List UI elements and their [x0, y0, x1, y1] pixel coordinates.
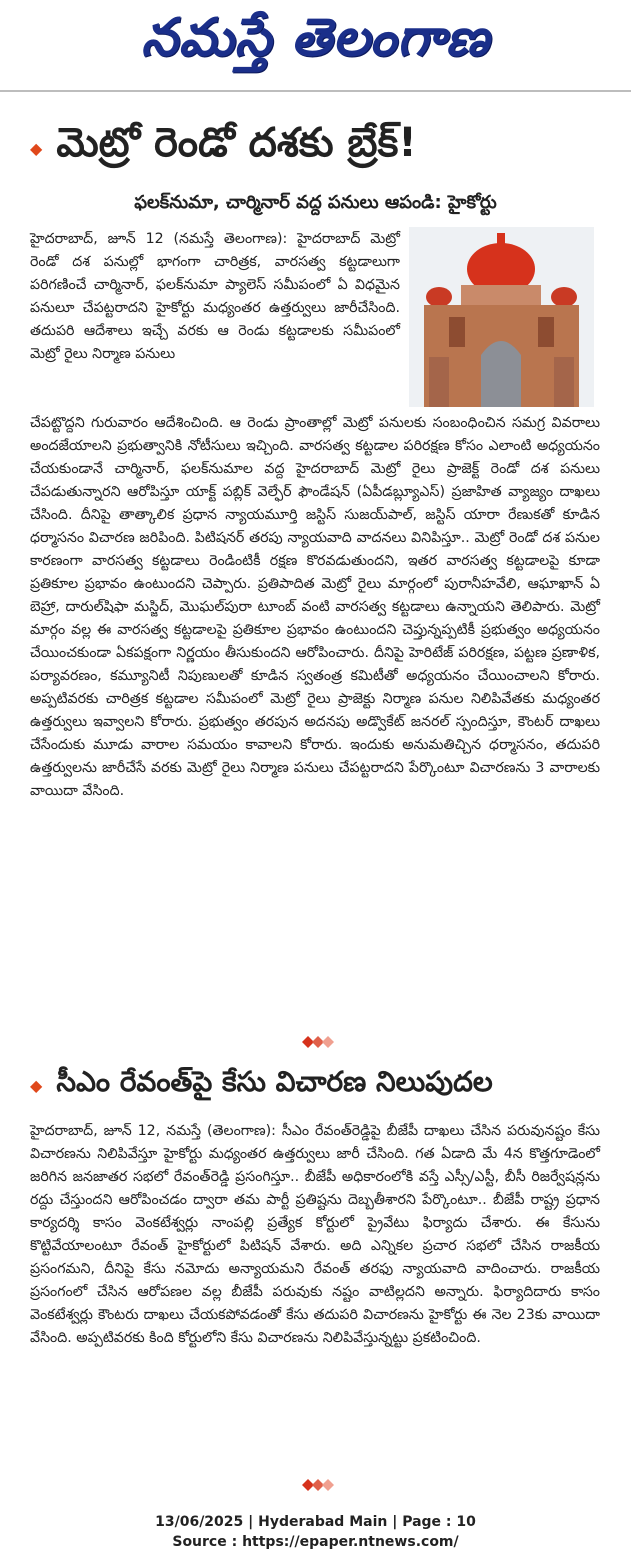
source-link[interactable]: Source : https://epaper.ntnews.com/	[172, 1534, 459, 1550]
high-court-photo	[409, 227, 594, 407]
edition-info: 13/06/2025 | Hyderabad Main | Page : 10	[155, 1514, 476, 1530]
article2-headline	[30, 1065, 610, 1105]
high-court-building-image	[409, 227, 594, 407]
masthead	[0, 0, 631, 88]
diamond-bullet-icon: ◆	[30, 138, 43, 158]
article2-paragraph: హైదరాబాద్, జూన్ 12, నమస్తే (తెలంగాణ): సీఎం రేవంత్‌రెడ్డిపై బీజేపీ దాఖలు చేసిన పరువునష్టం కేసు విచారణను నిలిపివేస్తూ హైకోర్టు మధ్యంతర ఉత్తర్వులు జారీ చేసింది. గత ఏడాది మే 4న కొత్తగూడెంలో జరిగిన జనజాతర సభలో రేవంత్‌రెడ్డి ప్రసంగిస్తూ.. బీజేపీ అధికారంలోకి వస్తే ఎస్సీ/ఎస్టీ, బీసీ రిజర్వేషన్లను రద్దు చేస్తుందని ఆరోపించడం ద్వారా తమ పార్టీ ప్రతిష్టను దెబ్బతీశారని పేర్కొంటూ.. బీజేపీ రాష్ట్ర ప్రధాన కార్యదర్శి కాసం వెంకటేశ్వర్లు నాంపల్లి ప్రత్యేక కోర్టులో ప్రైవేటు ఫిర్యాదు చేశారు. ఈ కేసును కొట్టివేయాలంటూ రేవంత్ హైకోర్టులో పిటిషన్ వేశారు. అది ఎన్నికల ప్రచార సభలో చేసిన రాజకీయ ప్రసంగమని, దీనిపై కేసు నమోదు అన్యాయమని రేవంత్ తరఫు న్యాయవాది వాదించారు. రాజకీయ ప్రసంగంలో చేసిన ఆరోపణల వల్ల బీజేపీ పరువుకు నష్టం వాటిల్లదని అన్నారు. ఫిర్యాదిదారు కాసం వెంకటేశ్వర్లు కౌంటరు దాఖలు చేయకపోవడంతో కేసు తదుపరి విచారణను హైకోర్టు ఈ నెల 23కు వాయిదా వేసింది. అప్పటివరకు కింది కోర్టులోని కేసు విచారణను నిలిపివేస్తున్నట్టు ప్రకటించింది.	[30, 1123, 600, 1346]
article-divider-ornament	[298, 1478, 338, 1492]
page-footer	[0, 1512, 631, 1552]
article2-headline-text: సీఎం రేవంత్‌పై కేసు విచారణ నిలుపుదల	[56, 1065, 493, 1098]
article1-headline-text: మెట్రో రెండో దశకు బ్రేక్!	[56, 120, 417, 166]
article1-paragraph-body: చేపట్టొద్దని గురువారం ఆదేశించింది. ఆ రెండు ప్రాంతాల్లో మెట్రో పనులకు సంబంధించిన సమగ్ర వివరాలు అందజేయాలని ప్రభుత్వానికి నోటీసులు ఇచ్చింది. వారసత్వ కట్టడాల పరిరక్షణ కోసం ఎలాంటి అధ్యయనం చేయకుండానే చార్మినార్, ఫలక్‌నుమాల వద్ద హైదరాబాద్ మెట్రో రైలు ప్రాజెక్ట్ రెండో దశ పనులు చేపడుతున్నారని ఆరోపిస్తూ యాక్ట్ పబ్లిక్ వెల్ఫేర్ ఫౌండేషన్ (ఏపీడబ్ల్యూఎస్) ప్రజాహిత వ్యాజ్యం దాఖలు చేసింది. దీనిపై తాత్కాలిక ప్రధాన న్యాయమూర్తి జస్టిస్ సుజయ్‌పాల్, జస్టిస్ యారా రేణుకతో కూడిన ధర్మాసనం విచారణ జరిపింది. పిటిషనర్ తరపు న్యాయవాది వాదనలు వినిపిస్తూ.. మెట్రో రెండో దశ పనుల కారణంగా వారసత్వ కట్టడాలు రెండింటికీ రక్షణ కొరవడుతుందని, ఇతర వారసత్వ కట్టడాలపై కూడా ప్రతికూల ప్రభావం ఉంటుందని చెప్పారు. ప్రతిపాదిత మెట్రో రైలు మార్గంలో పురానీహవేలి, ఆఘాఖాన్ ఏ బెహ్రా, దారుల్‌షిఫా మస్జిద్, మొఘల్‌పురా టూంబ్ వంటి వారసత్వ కట్టడాలు ఉన్నాయని తెలిపారు. మెట్రో మార్గం వల్ల ఈ వారసత్వ కట్టడాలపై ప్రతికూల ప్రభావం ఉంటుందని చెప్తున్నప్పటికీ ప్రభుత్వం అధ్యయనం చేయించకుండా ఏకపక్షంగా నిర్ణయం తీసుకుందని ఆరోపించారు. దీనిపై హెరిటేజ్ పరిరక్షణ, పట్టణ ప్రణాళిక, పర్యావరణం, కమ్యూనిటీ నిపుణులతో కూడిన స్వతంత్ర కమిటీతో అధ్యయనం చేయించాలని కోరారు. అప్పటివరకు చారిత్రక కట్టడాల సమీపంలో మెట్రో రైలు ప్రాజెక్టు నిర్మాణ పనుల నిలిపివేతకు మధ్యంతర ఉత్తర్వులు ఇవ్వాలని కోరారు. ప్రభుత్వం తరపున అదనపు అడ్వొకేట్ జనరల్ స్పందిస్తూ, కౌంటర్ దాఖలు చేసేందుకు మూడు వారాల సమయం కావాలని కోరారు. ఇందుకు అనుమతిచ్చిన ధర్మాసనం, తదుపరి ఉత్తర్వులను జారీచేసే వరకు మెట్రో రైలు నిర్మాణ పనులు చేపట్టరాదని పేర్కొంటూ విచారణను 3 వారాలకు వాయిదా వేసింది.	[30, 415, 600, 799]
article1-paragraph-top: హైదరాబాద్, జూన్ 12 (నమస్తే తెలంగాణ): హైదరాబాద్ మెట్రో రెండో దశ పనుల్లో భాగంగా చారిత్రక, వారసత్వ కట్టడాలుగా పరిగణించే చార్మినార్, ఫలక్‌నుమా ప్యాలెస్ సమీపంలో ఏ విధమైన పనులూ చేపట్టరాదని హైకోర్టు మధ్యంతర ఉత్తర్వులు జారీచేసింది. తదుపరి ఆదేశాలు ఇచ్చే వరకు ఆ రెండు కట్టడాలకు సమీపంలో మెట్రో రైలు నిర్మాణ పనులు	[30, 231, 400, 362]
diamond-bullet-icon: ◆	[30, 1075, 43, 1095]
masthead-title: నమస్తే తెలంగాణ	[141, 7, 490, 68]
article-divider-ornament	[298, 1035, 338, 1049]
article1-headline	[30, 120, 610, 176]
masthead-rule	[0, 90, 631, 92]
article1-subheadline: ఫలక్‌నుమా, చార్మినార్ వద్ద పనులు ఆపండి: హైకోర్టు	[134, 192, 497, 213]
